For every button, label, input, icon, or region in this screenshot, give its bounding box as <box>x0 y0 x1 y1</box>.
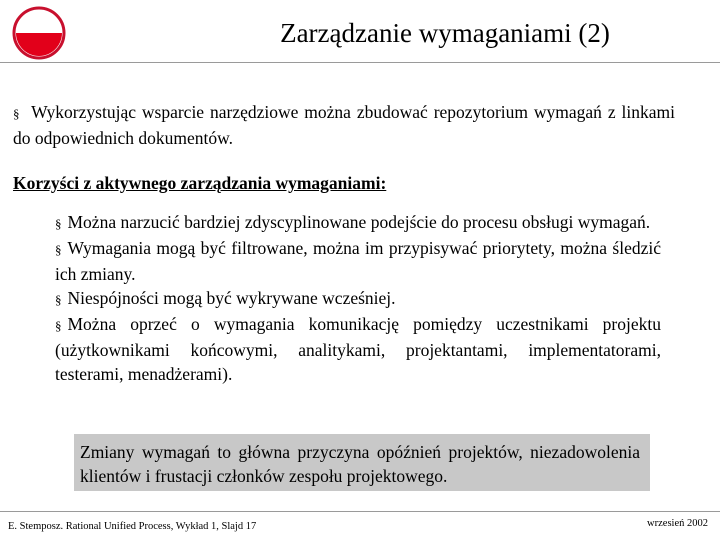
bullet-icon: § <box>55 242 62 257</box>
benefits-list <box>55 210 661 386</box>
intro-paragraph <box>13 100 675 150</box>
polish-flag-circle-icon <box>12 6 66 60</box>
bullet-icon: § <box>55 318 62 333</box>
footer-divider <box>0 511 720 512</box>
list-item: § Można narzucić bardziej zdyscyplinowane podejście do procesu obsługi wymagań. <box>55 212 651 232</box>
list-item: § Wymagania mogą być filtrowane, można im przypisywać priorytety, można śledzić ich zmiany. <box>55 238 661 284</box>
page-title: Zarządzanie wymaganiami (2) <box>280 18 610 48</box>
bullet-icon: § <box>55 216 62 231</box>
footer-source: E. Stemposz. Rational Unified Process, Wykład 1, Slajd 17 <box>8 521 257 532</box>
benefits-heading: Korzyści z aktywnego zarządzania wymaganiami: <box>13 173 387 193</box>
footer-date: wrzesień 2002 <box>647 518 708 529</box>
callout-box <box>74 434 650 491</box>
list-item: § Niespójności mogą być wykrywane wcześniej. <box>55 288 396 308</box>
bullet-icon: § <box>13 106 20 121</box>
title-divider <box>0 62 720 63</box>
list-item: § Można oprzeć o wymagania komunikację pomiędzy uczestnikami projektu (użytkownikami końcowymi, analitykami, projektantami, implementatorami, testerami, menadżerami). <box>55 314 661 384</box>
intro-text: Wykorzystując wsparcie narzędziowe można zbudować repozytorium wymagań z linkami do odpowiednich dokumentów. <box>13 102 675 148</box>
callout-text: Zmiany wymagań to główna przyczyna opóźnień projektów, niezadowolenia klientów i frustacji członków zespołu projektowego. <box>80 442 640 486</box>
bullet-icon: § <box>55 292 62 307</box>
